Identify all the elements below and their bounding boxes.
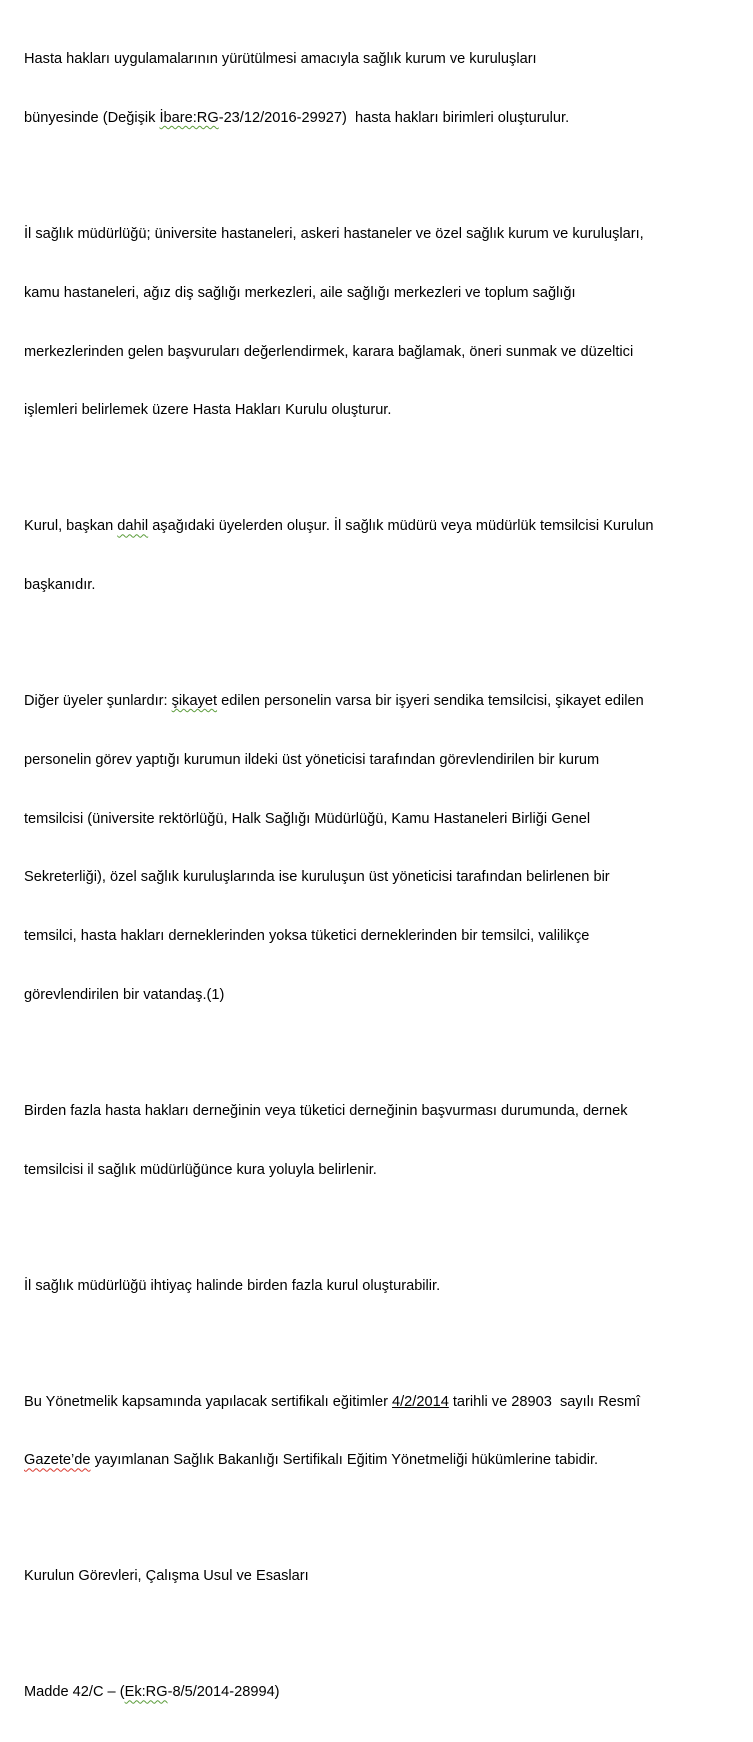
text-run: personelin görev yaptığı kurumun ildeki üst yöneticisi tarafından görevlendirilen bir kurum: [24, 751, 600, 768]
text-run: temsilci, hasta hakları derneklerinden yoksa tüketici derneklerinden bir temsilci, valilikçe: [24, 928, 590, 945]
text-line: [24, 1393, 753, 1413]
text-run: Diğer üyeler şunlardır:: [24, 693, 172, 709]
paragraph-diger-uyeler: [24, 653, 753, 1045]
text-line: [24, 810, 753, 830]
text-line: [24, 1683, 753, 1703]
text-run: başkanıdır.: [24, 577, 96, 594]
text-run: -8/5/2014-28994): [167, 1684, 280, 1701]
text-line: [24, 868, 753, 888]
text-run: aşağıdaki üyelerden oluşur. İl sağlık müdürü veya müdürlük temsilcisi Kurulun: [148, 518, 654, 535]
text-run: temsilcisi (üniversite rektörlüğü, Halk Sağlığı Müdürlüğü, Kamu Hastaneleri Birliği Genel: [24, 810, 591, 827]
text-line: [24, 751, 753, 771]
text-run: merkezlerinden gelen başvuruları değerlendirmek, karara bağlamak, öneri sunmak ve düzeltici: [24, 343, 634, 360]
text-line: [24, 692, 753, 712]
text-line: [24, 927, 753, 947]
text-run: yayımlanan Sağlık Bakanlığı Sertifikalı Eğitim Yönetmeliği hükümlerine tabidir.: [90, 1452, 599, 1469]
text-line: [24, 50, 753, 70]
text-run: Bu Yönetmelik kapsamında yapılacak sertifikalı eğitimler: [24, 1393, 392, 1410]
text-run: tarihli ve 28903 sayılı Resmî: [448, 1393, 641, 1410]
text-line: [24, 576, 753, 596]
text-run: Birden fazla hasta hakları derneğinin veya tüketici derneğinin başvurması durumunda, dernek: [24, 1102, 628, 1119]
text-run: Kurulun Görevleri, Çalışma Usul ve Esasları: [24, 1568, 309, 1585]
paragraph-il-saglik-mudurlugu: [24, 186, 753, 460]
paragraph-madde: [24, 1644, 753, 1742]
text-run: Hasta hakları uygulamalarının yürütülmesi amacıyla sağlık kurum ve kuruluşları: [24, 51, 537, 68]
text-run: Kurul, başkan: [24, 518, 118, 535]
spellcheck-flagged-word: Gazete’de: [24, 1452, 91, 1469]
text-run: işlemleri belirlemek üzere Hasta Hakları Kurulu oluşturur.: [24, 402, 392, 419]
spellcheck-flagged-word: Ek:RG: [124, 1684, 168, 1701]
text-run: görevlendirilen bir vatandaş.(1): [24, 986, 225, 1003]
text-line: [24, 284, 753, 304]
text-run: Sekreterliği), özel sağlık kuruluşlarında ise kuruluşun üst yöneticisi tarafından belirlenen bir: [24, 869, 610, 886]
paragraph-hasta-haklari-birimleri: [24, 11, 753, 168]
spellcheck-flagged-word: dahil: [117, 518, 149, 535]
text-line: [24, 1567, 753, 1587]
paragraph-birden-fazla-dernek: [24, 1063, 753, 1220]
text-run: Madde 42/C – (: [24, 1684, 125, 1701]
text-run: -23/12/2016-29927) hasta hakları birimleri oluşturulur.: [218, 109, 570, 126]
paragraph-sertifikali-egitimler: [24, 1353, 753, 1510]
text-run: İl sağlık müdürlüğü; üniversite hastaneleri, askeri hastaneler ve özel sağlık kurum ve kuruluşları,: [24, 225, 644, 242]
text-line: [24, 986, 753, 1006]
text-line: [24, 109, 753, 129]
text-line: [24, 517, 753, 537]
text-line: [24, 225, 753, 245]
text-line: [24, 1102, 753, 1122]
text-line: [24, 343, 753, 363]
text-run: kamu hastaneleri, ağız diş sağlığı merkezleri, aile sağlığı merkezleri ve toplum sağlığı: [24, 284, 576, 301]
paragraph-birden-fazla-kurul: [24, 1237, 753, 1335]
text-run: İl sağlık müdürlüğü ihtiyaç halinde birden fazla kurul oluşturabilir.: [24, 1277, 441, 1294]
spellcheck-flagged-word: şikayet: [171, 693, 218, 709]
section-heading: [24, 1528, 753, 1626]
text-run: bünyesinde (Değişik: [24, 109, 160, 126]
text-run: edilen personelin varsa bir işyeri sendika temsilcisi, şikayet edilen: [217, 693, 644, 709]
spellcheck-flagged-word: İbare:RG: [159, 109, 219, 126]
hyperlink-date[interactable]: 4/2/2014: [392, 1393, 449, 1410]
paragraph-kurul-baskan: [24, 478, 753, 635]
text-run: temsilcisi il sağlık müdürlüğünce kura yoluyla belirlenir.: [24, 1161, 377, 1178]
text-line: [24, 1277, 753, 1297]
text-line: [24, 401, 753, 421]
text-line: [24, 1451, 753, 1471]
text-line: [24, 1161, 753, 1181]
